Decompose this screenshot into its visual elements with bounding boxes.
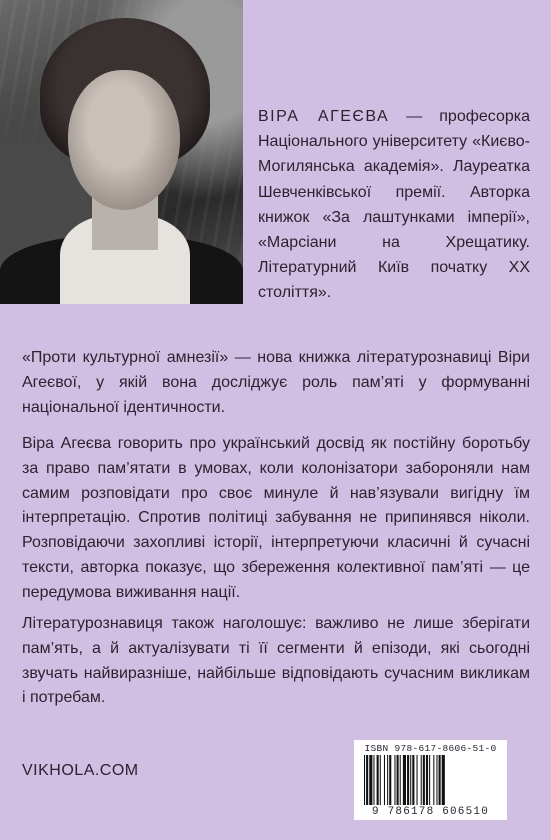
paragraph-conclusion: Літературознавиця також наголошує: важливо не лише зберігати пам’ять, а й актуалізувати ті її сегменти й епізоди, які сьогодні звучать найвиразніше, найбільше відповідають сучасним викликам і потребам. (22, 615, 530, 707)
publisher-url: VIKHOLA.COM (22, 762, 139, 779)
barcode-bar (364, 755, 365, 805)
barcode-bar (380, 755, 381, 805)
paragraph-intro: «Проти культурної амнезії» — нова книжка літературознавиці Віри Агеєвої, у якій вона досліджує роль пам’яті у формуванні національної ідентичности. (22, 349, 530, 416)
barcode-bar (403, 755, 406, 805)
barcode-bar (369, 755, 372, 805)
isbn-label: ISBN 978-617-8606-51-0 (364, 743, 497, 754)
barcode-bar (423, 755, 425, 805)
barcode-bar (412, 755, 414, 805)
author-bio-text: — професорка Національного університету «Києво-Могилянська академія». Лауреатка Шевченківської премії. Авторка книжок «За лаштунками імперії», «Марсіани на Хрещатику. Літературний Київ початку ХХ століття». (258, 108, 531, 302)
barcode-bars (364, 755, 497, 805)
barcode-bar (410, 755, 411, 805)
paragraph-description: Віра Агеєва говорить про український досвід як постійну боротьбу за право пам’ятати в умовах, коли колонізатори забороняли нам самим розповідати про своє минуле й нав’язували вигідну їм інтерпретацію. Спротив політиці забування не припинявся ніколи. Розповідаючи захопливі історії, інтерпретуючи класичні й сучасні тексти, авторка показує, що збереження колективної пам’яті — це передумова виживання нації. (22, 435, 530, 601)
barcode-bar (397, 755, 399, 805)
barcode-bar (426, 755, 428, 805)
barcode-bar (407, 755, 409, 805)
barcode-bar (439, 755, 441, 805)
barcode-bar (373, 755, 374, 805)
barcode-bar (417, 755, 418, 805)
barcode-bar (400, 755, 401, 805)
barcode-bar (436, 755, 437, 805)
barcode-bar (389, 755, 391, 805)
barcode-bar (366, 755, 368, 805)
barcode-digits: 9 786178 606510 (371, 806, 490, 818)
author-photo (0, 0, 243, 304)
barcode (354, 740, 507, 820)
author-name: ВІРА АГЕЄВА (258, 108, 390, 125)
barcode-bar (442, 755, 445, 805)
barcode-bar (377, 755, 379, 805)
barcode-bar (421, 755, 422, 805)
barcode-bar (433, 755, 434, 805)
barcode-bar (394, 755, 395, 805)
barcode-bar (429, 755, 430, 805)
author-bio (258, 104, 530, 306)
barcode-bar (384, 755, 385, 805)
barcode-bar (387, 755, 388, 805)
